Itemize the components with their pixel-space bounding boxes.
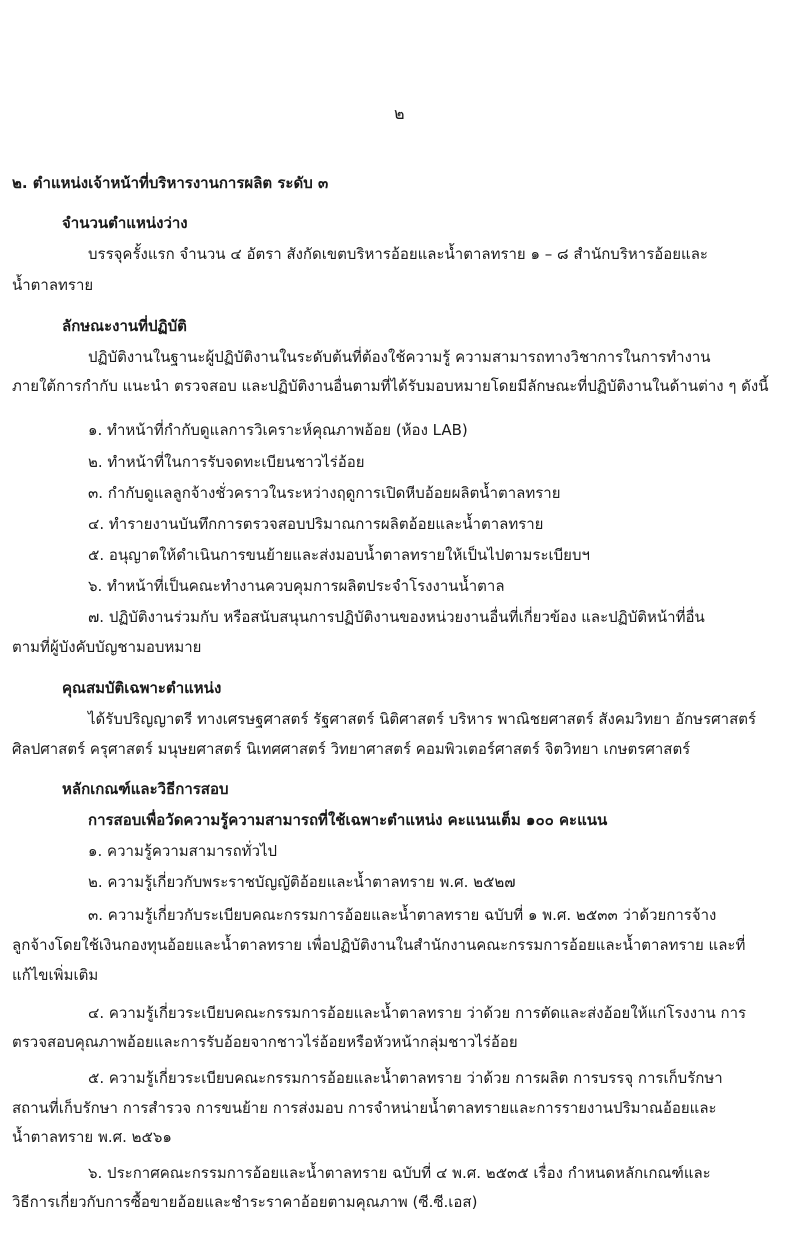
- duty-item: ๖. ทำหน้าที่เป็นคณะทำงานควบคุมการผลิตประจำโรงงานน้ำตาล: [88, 577, 505, 595]
- exam-item-cont: ตรวจสอบคุณภาพอ้อยและการรับอ้อยจากชาวไร่อ้อยหรือหัวหน้ากลุ่มชาวไร่อ้อย: [12, 1033, 518, 1051]
- exam-item-cont: วิธีการเกี่ยวกับการซื้อขายอ้อยและชำระราคาอ้อยตามคุณภาพ (ซี.ซี.เอส): [12, 1193, 478, 1211]
- vacancy-line: น้ำตาลทราย: [12, 276, 94, 294]
- qualifications-line: ได้รับปริญญาตรี ทางเศรษฐศาสตร์ รัฐศาสตร์ นิติศาสตร์ บริหาร พาณิชยศาสตร์ สังคมวิทยา อักษรศาสตร์: [88, 710, 757, 728]
- section-title: ๒. ตำแหน่งเจ้าหน้าที่บริหารงานการผลิต ระดับ ๓: [12, 174, 329, 192]
- duty-item: ๒. ทำหน้าที่ในการรับจดทะเบียนชาวไร่อ้อย: [88, 453, 365, 471]
- exam-heading: หลักเกณฑ์และวิธีการสอบ: [62, 780, 229, 798]
- exam-item-cont: สถานที่เก็บรักษา การสำรวจ การขนย้าย การส่งมอบ การจำหน่ายน้ำตาลทรายและการรายงานปริมาณอ้อยและ: [12, 1099, 717, 1117]
- exam-item: ๑. ความรู้ความสามารถทั่วไป: [88, 842, 278, 860]
- qualifications-line: ศิลปศาสตร์ ครุศาสตร์ มนุษยศาสตร์ นิเทศศาสตร์ วิทยาศาสตร์ คอมพิวเตอร์ศาสตร์ จิตวิทยา เกษตรศาสตร์: [12, 740, 691, 758]
- duty-item: ๗. ปฏิบัติงานร่วมกับ หรือสนับสนุนการปฏิบัติงานของหน่วยงานอื่นที่เกี่ยวข้อง และปฏิบัติหน้าที่อื่น: [88, 608, 705, 626]
- vacancy-heading: จำนวนตำแหน่งว่าง: [62, 214, 188, 232]
- exam-item-cont: แก้ไขเพิ่มเติม: [12, 966, 99, 984]
- duties-heading: ลักษณะงานที่ปฏิบัติ: [62, 317, 187, 335]
- exam-item-cont: ลูกจ้างโดยใช้เงินกองทุนอ้อยและน้ำตาลทราย เพื่อปฏิบัติงานในสำนักงานคณะกรรมการอ้อยและน้ำตาลทราย และที่: [12, 936, 746, 954]
- exam-subheading: การสอบเพื่อวัดความรู้ความสามารถที่ใช้เฉพาะตำแหน่ง คะแนนเต็ม ๑๐๐ คะแนน: [88, 811, 608, 829]
- qualifications-heading: คุณสมบัติเฉพาะตำแหน่ง: [62, 679, 222, 697]
- exam-item-cont: น้ำตาลทราย พ.ศ. ๒๕๖๑: [12, 1128, 172, 1146]
- exam-item: ๖. ประกาศคณะกรรมการอ้อยและน้ำตาลทราย ฉบับที่ ๔ พ.ศ. ๒๕๓๕ เรื่อง กำหนดหลักเกณฑ์และ: [88, 1164, 711, 1182]
- page-number: ๒: [394, 104, 405, 123]
- exam-item: ๒. ความรู้เกี่ยวกับพระราชบัญญัติอ้อยและน้ำตาลทราย พ.ศ. ๒๕๒๗: [88, 873, 516, 891]
- duties-intro: ปฏิบัติงานในฐานะผู้ปฏิบัติงานในระดับต้นที่ต้องใช้ความรู้ ความสามารถทางวิชาการในการทำงาน: [88, 348, 711, 366]
- duty-item: ๑. ทำหน้าที่กำกับดูแลการวิเคราะห์คุณภาพอ้อย (ห้อง LAB): [88, 421, 468, 439]
- exam-item: ๕. ความรู้เกี่ยวระเบียบคณะกรรมการอ้อยและน้ำตาลทราย ว่าด้วย การผลิต การบรรจุ การเก็บรักษา: [88, 1069, 723, 1087]
- duty-item-cont: ตามที่ผู้บังคับบัญชามอบหมาย: [12, 638, 202, 656]
- vacancy-line: บรรจุครั้งแรก จำนวน ๔ อัตรา สังกัดเขตบริหารอ้อยและน้ำตาลทราย ๑ – ๘ สำนักบริหารอ้อยและ: [88, 245, 708, 263]
- duty-item: ๕. อนุญาตให้ดำเนินการขนย้ายและส่งมอบน้ำตาลทรายให้เป็นไปตามระเบียบฯ: [88, 546, 590, 564]
- duty-item: ๓. กำกับดูแลลูกจ้างชั่วคราวในระหว่างฤดูการเปิดหีบอ้อยผลิตน้ำตาลทราย: [88, 484, 561, 502]
- exam-item: ๔. ความรู้เกี่ยวระเบียบคณะกรรมการอ้อยและน้ำตาลทราย ว่าด้วย การตัดและส่งอ้อยให้แก่โรงงาน การ: [88, 1004, 747, 1022]
- duty-item: ๔. ทำรายงานบันทึกการตรวจสอบปริมาณการผลิตอ้อยและน้ำตาลทราย: [88, 515, 544, 533]
- duties-intro: ภายใต้การกำกับ แนะนำ ตรวจสอบ และปฏิบัติงานอื่นตามที่ได้รับมอบหมายโดยมีลักษณะที่ปฏิบัติงานในด้านต่าง ๆ ดังนี้: [12, 377, 769, 395]
- exam-item: ๓. ความรู้เกี่ยวกับระเบียบคณะกรรมการอ้อยและน้ำตาลทราย ฉบับที่ ๑ พ.ศ. ๒๕๓๓ ว่าด้วยการจ้าง: [88, 906, 717, 924]
